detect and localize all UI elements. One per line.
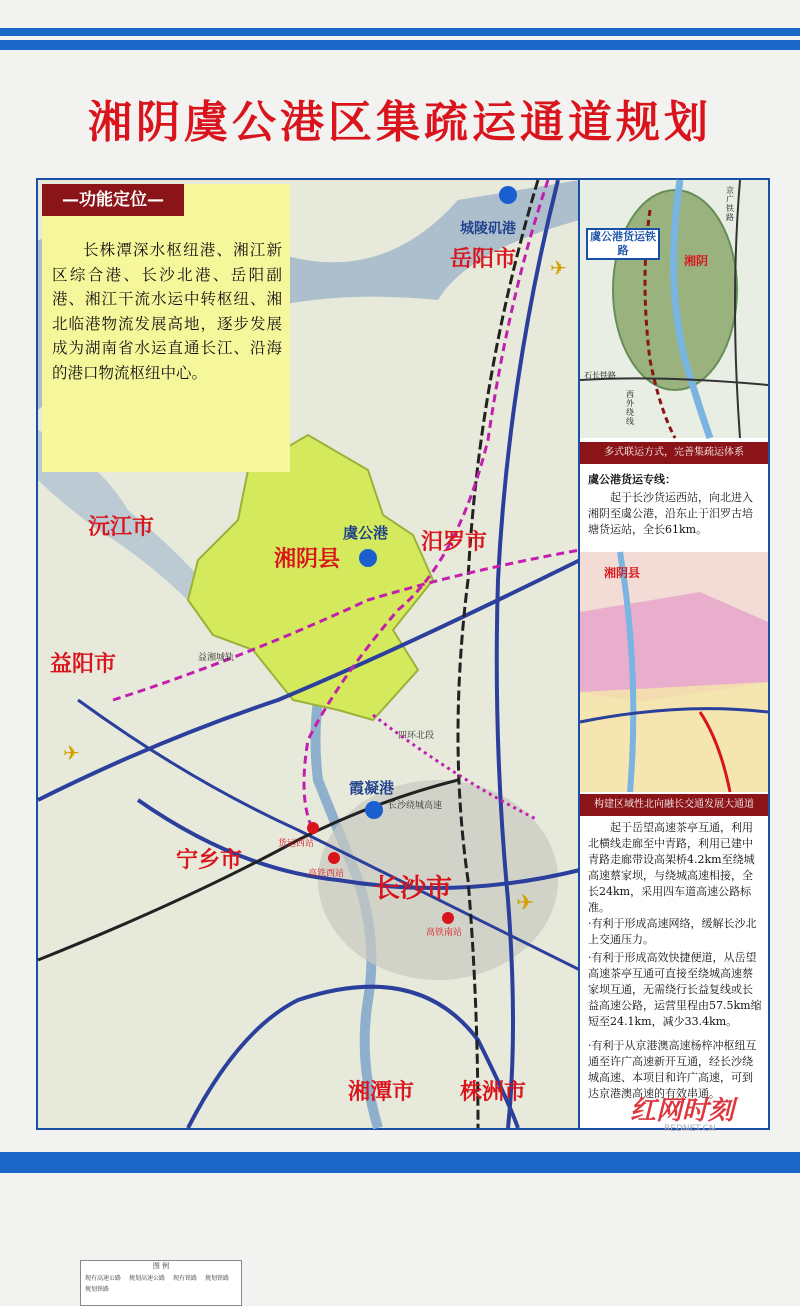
station-gaotiexi-label: 高铁西站	[308, 869, 345, 879]
airport-huanghua-icon: ✈	[516, 891, 535, 916]
inset-map-highway	[580, 552, 768, 792]
port-yugong-icon	[359, 549, 377, 567]
inset-shichang-label: 石长铁路	[584, 371, 616, 380]
legend-item: 现有高速公路	[85, 1275, 122, 1282]
highway-south-ring	[188, 987, 518, 1128]
port-xianing-label: 霞凝港	[349, 779, 395, 797]
inset2-xiangyin-label: 湘阴县	[604, 566, 641, 580]
legend-item: 规划高速公路	[129, 1275, 166, 1282]
highway-jinggangao	[497, 180, 558, 1128]
city-xiangyin-label: 湘阴县	[274, 546, 341, 572]
airport-yueyang-icon: ✈	[550, 256, 567, 280]
city-yiyang-label: 益阳市	[50, 651, 117, 677]
page-title: 湘阴虞公港区集疏运通道规划	[88, 97, 712, 148]
side-panel	[578, 178, 770, 1130]
top-band	[0, 40, 800, 50]
route-yixiang-label: 益湘城轨	[198, 653, 235, 663]
side-text-1: 起于长沙货运西站，向北进入湘阴至虞公港，沿东止于汨罗古培塘货运站，全长61km。	[588, 491, 753, 536]
city-miluo-label: 汨罗市	[421, 529, 488, 555]
city-changsha-label: 长沙市	[374, 874, 453, 904]
function-box-text: 长株潭深水枢纽港、湘江新区综合港、长沙北港、岳阳副港、湘江干流水运中转枢纽、湘北临港物流发展高地，逐步发展成为湖南省水运直通长江、沿海的港口物流枢纽中心。	[52, 241, 282, 382]
side-heading-1: 虞公港货运专线：	[588, 473, 676, 486]
station-gaotienan-label: 高铁南站	[426, 928, 463, 938]
city-ningxiang-label: 宁乡市	[176, 847, 243, 873]
inset-xihuan-label: 西外绕线	[626, 390, 634, 426]
city-xiangtan-label: 湘潭市	[348, 1079, 415, 1105]
station-huoyunxi-label: 货运西站	[278, 839, 315, 849]
bottom-band	[0, 1152, 800, 1173]
function-box-heading: —功能定位—	[42, 184, 184, 216]
map-legend	[80, 1260, 242, 1306]
watermark-brand: 红网时刻	[630, 1096, 735, 1126]
city-yueyang-label: 岳阳市	[450, 246, 517, 272]
station-gaotiexi-icon	[328, 852, 340, 864]
city-zhuzhou-label: 株洲市	[460, 1079, 527, 1105]
side-text-2: 起于岳望高速茶亭互通，利用北横线走廊至中青路，利用已建中青路走廊带设高架桥4.2km至绕城高速蔡家坝，与绕城高速相接，全长24km，采用四车道高速公路标准。	[588, 821, 755, 914]
inset-map-highway-canvas	[580, 552, 768, 792]
city-yuanjiang-label: 沅江市	[88, 514, 155, 540]
station-gaotienan-icon	[442, 912, 454, 924]
inset-jingguang-label: 京广铁路	[726, 186, 734, 222]
side-text-3: ·有利于形成高速网络，缓解长沙北上交通压力。	[588, 917, 757, 946]
airport-yiyang-icon: ✈	[63, 741, 80, 765]
port-chenglingji-icon	[499, 186, 517, 204]
side-text-4: ·有利于形成高效快捷便道，从岳望高速茶亭互通可直接至绕城高速蔡家坝互通，无需绕行长益复线或长益高速公路，运营里程由57.5km缩短至24.1km，减少33.4km。	[588, 951, 762, 1028]
side-text-5: ·有利于从京港澳高速杨梓冲枢纽互通至许广高速新开互通，经长沙绕城高速、本项目和许广高速，可到达京港澳高速的有效串通。	[588, 1039, 757, 1100]
port-xianing-icon	[365, 801, 383, 819]
inset-map-rail	[580, 180, 768, 438]
xiangyin-county-area	[188, 435, 433, 720]
route-changsha-ring-label: 长沙绕城高速	[388, 801, 443, 811]
route-sihuan-label: 四环北段	[398, 731, 435, 741]
inset2-zone-south	[580, 682, 768, 792]
inset-route-label: 虞公港货运铁路	[586, 228, 660, 260]
caption-1: 多式联运方式，完善集疏运体系	[580, 442, 768, 464]
watermark-domain: REDNET.CN	[664, 1124, 716, 1134]
legend-title: 图 例	[152, 1262, 170, 1270]
station-huoyunxi-icon	[307, 822, 319, 834]
inset-xiangyin-label: 湘阴	[684, 254, 709, 268]
caption-2: 构建区域性北向融长交通发展大通道	[580, 794, 768, 816]
legend-item: 规划铁路	[205, 1275, 230, 1282]
top-stripe	[0, 28, 800, 36]
legend-item: 规划铁路	[85, 1286, 110, 1293]
legend-item: 现有铁路	[173, 1275, 198, 1282]
port-yugong-label: 虞公港	[343, 524, 389, 542]
port-chenglingji-label: 城陵矶港	[460, 221, 516, 237]
